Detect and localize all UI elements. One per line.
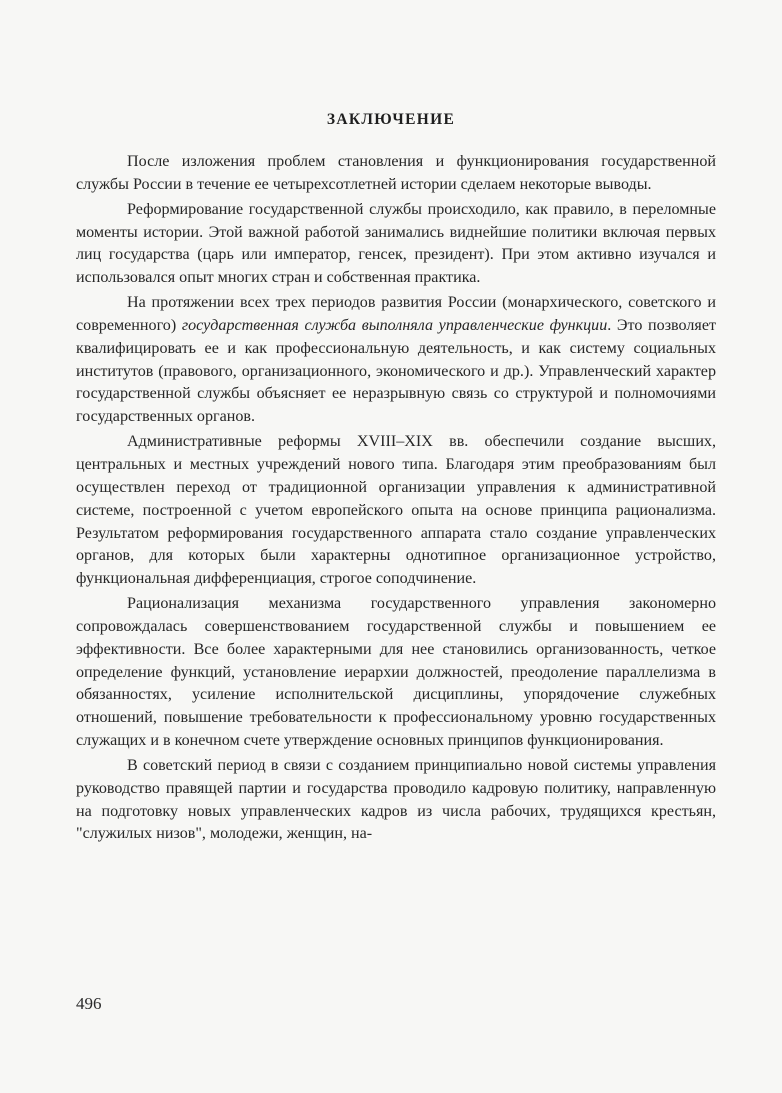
body-text [76,151,716,848]
paragraph-4: Административные реформы XVIII–XIX вв. обеспечили создание высших, центральных и местных учреждений нового типа. Благодаря этим преобразованиям был осуществлен переход от традиционной организации управления к административной системе, построенной с учетом европейского опыта на основе принципа рационализма. Результатом реформирования государственного аппарата стало создание управленческих органов, для которых были характерны однотипное организационное устройство, функциональная дифференциация, строгое соподчинение. [76,433,716,588]
paragraph-3-end: . Это позволяет квалифицировать ее и как профессиональную деятельность, и как систему социальных институтов (правового, организационного, экономического и др.). Управленческий характер государственной службы объясняет ее неразрывную связь со структурой и полномочиями государственных органов. [76,316,716,426]
paragraph-6: В советский период в связи с созданием принципиально новой системы управления руководство правящей партии и государства проводило кадровую политику, направленную на подготовку новых управленческих кадров из числа рабочих, трудящихся крестьян, "служилых низов", молодежи, женщин, на- [76,756,716,843]
paragraph-1: После изложения проблем становления и функционирования государственной службы России в течение ее четырехсотлетней истории сделаем некоторые выводы. [76,153,716,193]
page-title: ЗАКЛЮЧЕНИЕ [326,111,456,128]
page-number: 496 [76,994,102,1013]
paragraph-5: Рационализация механизма государственного управления закономерно сопровождалась совершенствованием государственной службы и повышением ее эффективности. Все более характерными для нее становились организованность, четкое определение функций, установление иерархии должностей, преодоление параллелизма в обязанностях, усиление исполнительской дисциплины, упорядочение служебных отношений, повышение требовательности к профессиональному уровню государственных служащих и в конечном счете утверждение основных принципов функционирования. [76,595,716,750]
paragraph-3 [76,292,716,429]
paragraph-2: Реформирование государственной службы происходило, как правило, в переломные моменты истории. Этой важной работой занимались виднейшие политики включая первых лиц государства (царь или император, генсек, президент). При этом активно изучался и использовался опыт многих стран и собственная практика. [76,200,716,287]
paragraph-3-italic: государственная служба выполняла управленческие функции [181,316,608,334]
paragraph-3-start: На протяжении всех трех периодов развития России (монархического, советского и современного) [76,294,716,334]
